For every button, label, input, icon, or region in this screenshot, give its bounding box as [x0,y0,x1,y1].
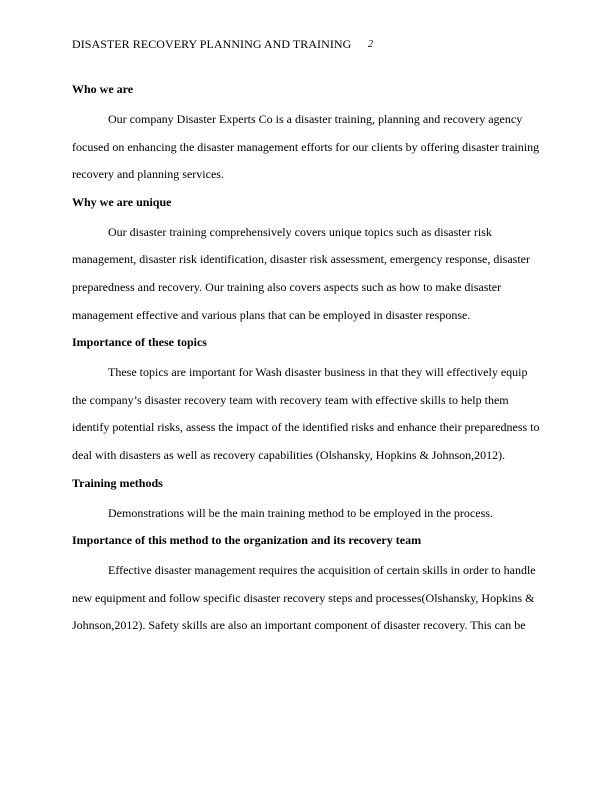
document-body [72,80,540,644]
section-paragraph-training-methods: Demonstrations will be the main training method to be employed in the process. [108,505,493,520]
section-paragraph-who-we-are: Our company Disaster Experts Co is a disaster training, planning and recovery agency focused on enhancing the disaster management efforts for our clients by offering disaster training recovery and planning services. [72,112,540,182]
section-paragraph-importance-method: Effective disaster management requires the acquisition of certain skills in order to handle new equipment and follow specific disaster recovery steps and processes(Olshansky, Hopkins & Johnson,2012). Safety skills are also an important component of disaster recovery. This can be [72,563,536,633]
section-paragraph-importance-topics: These topics are important for Wash disaster business in that they will effectively equip the company’s disaster recovery team with recovery team with effective skills to help them identify potential risks, assess the impact of the identified risks and enhance their preparedness to deal with disasters as well as recovery capabilities (Olshansky, Hopkins & Johnson,2012). [72,365,540,462]
running-head: DISASTER RECOVERY PLANNING AND TRAINING [72,37,352,51]
section-heading-who-we-are: Who we are [72,82,134,96]
page-number: 2 [368,39,373,50]
section-heading-why-unique: Why we are unique [72,194,172,209]
section-paragraph-why-unique: Our disaster training comprehensively covers unique topics such as disaster risk management, disaster risk identification, disaster risk assessment, emergency response, disaster preparedness and recovery. Our training also covers aspects such as how to make disaster management effective and various plans that can be employed in disaster response. [72,224,530,322]
section-heading-training-methods: Training methods [72,475,163,490]
section-heading-importance-method: Importance of this method to the organization and its recovery team [72,533,422,548]
section-heading-importance-topics: Importance of these topics [72,335,207,350]
